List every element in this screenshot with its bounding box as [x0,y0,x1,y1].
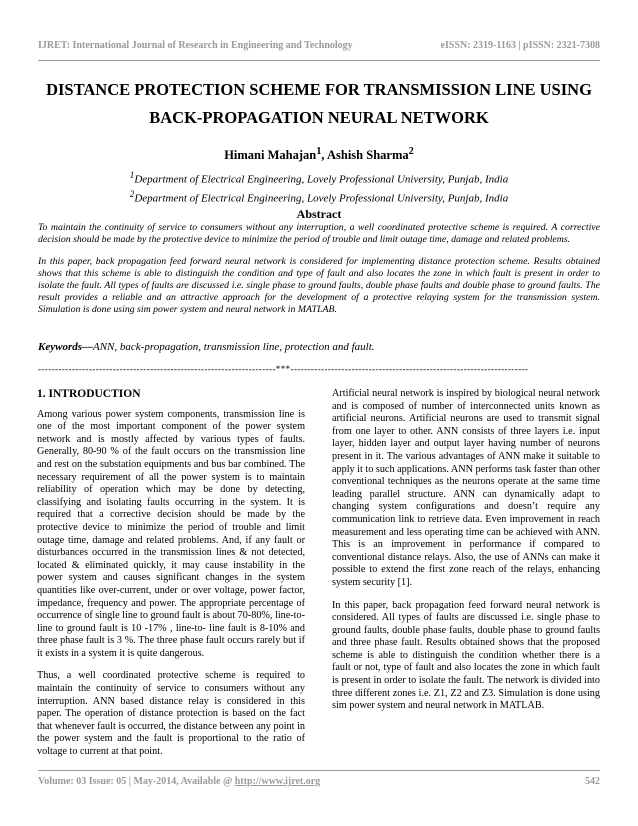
keywords-label: Keywords— [38,341,93,353]
affiliation-2-sup: 2 [129,188,135,199]
affiliation-1 [0,168,638,187]
abstract-heading: Abstract [296,207,342,221]
intro-paragraph-1: Among various power system components, transmission line is one of the most important component of the power system network and is mostly affected by various types of faults. Generally, 80-90 % of the fault occurs on the transmission line and rest on the substation equipments and bus bar combined. The necessary requirement of all the power system is to maintain reliability of operation which may be done by detecting, classifying and isolating faults occurring in the system. It is required that a corrective decision should be made by the protective device to minimize the period of trouble and limit outage time, damage and related problems. And, if any fault or disturbances occurred in the transmission lines & not detected, located & eliminated quickly, it may cause instability in the power system and causes significant changes in the system quantities like over-current, under or over voltage, power factor, impedance, frequency and power. The appropriate percentage of occurrence of single line to ground fault is about 70-80%, line-to-line to ground fault is 10 -17% , line-to- line fault is 8-10% and three phase fault is 3 %. The three phase fault occurs rarely but if it exists in a system it is quite dangerous. [37,408,305,659]
footer-url-link[interactable]: http://www.ijret.org [234,776,321,787]
author-sep: , [321,148,327,163]
left-column [37,388,305,769]
affiliation-2 [0,187,638,206]
author-2: Ashish Sharma [326,148,409,163]
abstract [38,222,600,326]
page-number: 542 [585,776,600,787]
keywords-text: ANN, back-propagation, transmission line, protection and fault. [93,341,375,353]
section-separator: ----------------------------------------------------------------------***---------------------------------------------------------------------- [38,364,529,374]
footer-rule [38,770,600,771]
author-list [0,146,638,163]
paper-title [30,76,608,132]
abstract-paragraph-2: In this paper, back propagation feed forward neural network is considered for implementing distance protection scheme. Results obtained shows that this scheme is able to distinguish the condition and type of fault and also locates the zone in which fault is present in order to isolate the fault. All types of faults are discussed i.e. single phase to ground faults, double phase faults and double phase to ground faults. The result provides a reliable and an attractive approach for the development of a protective relaying system for the transmission system. Simulation is done using sim power system and neural network in MATLAB. [38,256,600,315]
right-column [332,388,600,723]
intro-paragraph-3: Artificial neural network is inspired by biological neural network and is composed of number of interconnected units known as artificial neurons. Artificial neurons are used to transmit signal from one layer to other. ANN consists of three layers i.e. input layer, hidden layer and output layer having number of neurons present in it. The various advantages of ANN make it suitable to apply it to such applications. ANN performs task faster than other conventional techniques as the neurons operate at the same time leading parallel structure. ANN can dynamically adapt to changing system configurations and doesn’t require any communication link to retrieve data. Even improvement in reach measurement and less operating time can be achieved with ANN. This is an improvement in performance if compared to conventional distance relays. Also, the use of ANNs can make it possible to extend the first zone reach of the relays, enhancing system security [1]. [332,388,600,588]
footer-volume [38,776,320,787]
author-1-sup: 1 [316,146,322,157]
keywords [38,341,600,353]
footer-volume-text: Volume: 03 Issue: 05 | May-2014, Available @ [38,776,235,787]
affiliations [0,168,638,205]
affiliation-1-sup: 1 [129,170,135,180]
author-1: Himani Mahajan [224,148,317,163]
affiliation-1-text: Department of Electrical Engineering, Lovely Professional University, Punjab, India [134,173,509,186]
author-2-sup: 2 [408,146,414,157]
title-line-1: DISTANCE PROTECTION SCHEME FOR TRANSMISSION LINE USING [46,80,592,99]
header-rule [38,60,600,61]
affiliation-2-text: Department of Electrical Engineering, Lovely Professional University, Punjab, India [134,192,509,205]
issn: eISSN: 2319-1163 | pISSN: 2321-7308 [440,40,600,51]
intro-paragraph-2: Thus, a well coordinated protective scheme is required to maintain the continuity of service to consumers without any interruption. ANN based distance relay is considered in this paper. The operation of distance protection is based on the fact that whenever fault is occurred, the distance between any point in the power system and the fault is proportional to the ratio of voltage to current at that point. [37,670,305,758]
section-heading-introduction: 1. INTRODUCTION [37,388,141,400]
abstract-paragraph-1: To maintain the continuity of service to consumers without any interruption, a well coordinated protective scheme is required. A corrective decision should be made by the protective device to minimize the period of trouble and limit outage time, damage and related problems. [38,222,600,245]
journal-name: IJRET: International Journal of Research in Engineering and Technology [38,40,353,51]
intro-paragraph-4: In this paper, back propagation feed forward neural network is considered. All types of faults are discussed i.e. single phase to ground faults, double phase faults, double phase to ground faults and three phase fault. Results obtained shows that the proposed scheme is able to distinguish the condition whether there is a fault or not, type of fault and also locates the zone in which fault is present in order to isolate the fault. The network is divided into three different zones i.e. Z1, Z2 and Z3. Simulation is done using sim power system and neural network in MATLAB. [332,599,600,712]
title-line-2: BACK-PROPAGATION NEURAL NETWORK [149,108,489,127]
